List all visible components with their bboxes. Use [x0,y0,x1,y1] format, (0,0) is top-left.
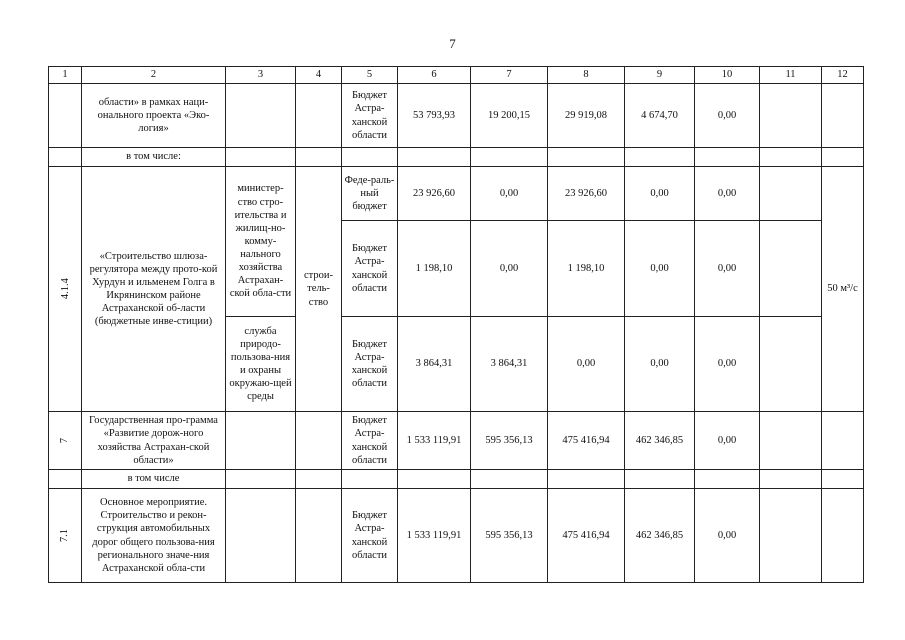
row-code: 7 [49,412,82,470]
column-header: 12 [822,67,864,84]
row-name: области» в рамках наци-онального проекта «Эко-логия» [82,84,226,148]
subheading-row [49,148,864,167]
table-row [49,167,864,221]
row-name: Государственная про-грамма «Развитие дорож-ного хозяйства Астрахан-ской области» [82,412,226,470]
value-col-8: 29 919,08 [548,84,625,148]
executor-cell [226,84,296,148]
row-code [49,84,82,148]
value-col-10: 0,00 [695,412,760,470]
value-col-9: 0,00 [625,167,695,221]
budget-table [48,66,864,583]
value-col-7: 595 356,13 [471,489,548,583]
value-col-10: 0,00 [695,317,760,412]
value-col-10: 0,00 [695,84,760,148]
column-header: 1 [49,67,82,84]
row-name: «Строительство шлюза-регулятора между прото-кой Хурдун и ильменем Голга в Икрянинском районе Астраханской об-ласти (бюджетные инве-стиции) [82,167,226,412]
value-col-10: 0,00 [695,221,760,317]
value-col-12 [822,489,864,583]
value-col-6: 1 533 119,91 [398,489,471,583]
row-code: 4.1.4 [49,167,82,412]
column-header: 9 [625,67,695,84]
funding-source: Бюджет Астра-ханской области [342,84,398,148]
value-col-7: 0,00 [471,167,548,221]
value-col-12 [822,412,864,470]
column-header: 11 [760,67,822,84]
value-col-6: 23 926,60 [398,167,471,221]
capacity-cell: 50 м³/с [822,167,864,412]
value-col-6: 1 533 119,91 [398,412,471,470]
value-col-9: 462 346,85 [625,412,695,470]
value-col-10: 0,00 [695,167,760,221]
column-header: 2 [82,67,226,84]
column-header: 10 [695,67,760,84]
value-col-9: 0,00 [625,317,695,412]
value-col-8: 1 198,10 [548,221,625,317]
column-header: 7 [471,67,548,84]
value-col-8: 475 416,94 [548,412,625,470]
value-col-8: 0,00 [548,317,625,412]
row-name: Основное мероприятие. Строительство и рекон-струкция автомобильных дорог общего пользова-ния регионального значе-ния Астраханской обла-сти [82,489,226,583]
value-col-11 [760,317,822,412]
table-row [49,412,864,470]
value-col-9: 4 674,70 [625,84,695,148]
value-col-9: 462 346,85 [625,489,695,583]
executor-cell: министер-ство стро-ительства и жилищ-но-комму-нального хозяйства Астрахан-ской обла-сти [226,167,296,317]
subheading-label: в том числе: [82,148,226,167]
funding-source: Бюджет Астра-ханской области [342,489,398,583]
executor-cell [226,412,296,470]
type-cell: строи-тель-ство [296,167,342,412]
value-col-10: 0,00 [695,489,760,583]
executor-cell: служба природо-пользова-ния и охраны окружаю-щей среды [226,317,296,412]
column-header: 6 [398,67,471,84]
value-col-9: 0,00 [625,221,695,317]
funding-source: Бюджет Астра-ханской области [342,317,398,412]
value-col-8: 23 926,60 [548,167,625,221]
page-number: 7 [449,36,456,51]
value-col-8: 475 416,94 [548,489,625,583]
executor-cell [226,489,296,583]
subheading-row [49,470,864,489]
funding-source: Бюджет Астра-ханской области [342,412,398,470]
type-cell [296,412,342,470]
value-col-12 [822,84,864,148]
value-col-7: 3 864,31 [471,317,548,412]
value-col-7: 0,00 [471,221,548,317]
value-col-11 [760,84,822,148]
value-col-7: 595 356,13 [471,412,548,470]
funding-source: Феде-раль-ный бюджет [342,167,398,221]
type-cell [296,489,342,583]
table-row [49,84,864,148]
column-header: 8 [548,67,625,84]
column-header: 5 [342,67,398,84]
subheading-label: в том числе [82,470,226,489]
column-header: 4 [296,67,342,84]
value-col-6: 53 793,93 [398,84,471,148]
value-col-7: 19 200,15 [471,84,548,148]
column-header: 3 [226,67,296,84]
value-col-6: 1 198,10 [398,221,471,317]
value-col-11 [760,167,822,221]
table-row [49,489,864,583]
column-number-row [49,67,864,84]
value-col-11 [760,489,822,583]
row-code: 7.1 [49,489,82,583]
funding-source: Бюджет Астра-ханской области [342,221,398,317]
type-cell [296,84,342,148]
value-col-11 [760,221,822,317]
value-col-6: 3 864,31 [398,317,471,412]
value-col-11 [760,412,822,470]
